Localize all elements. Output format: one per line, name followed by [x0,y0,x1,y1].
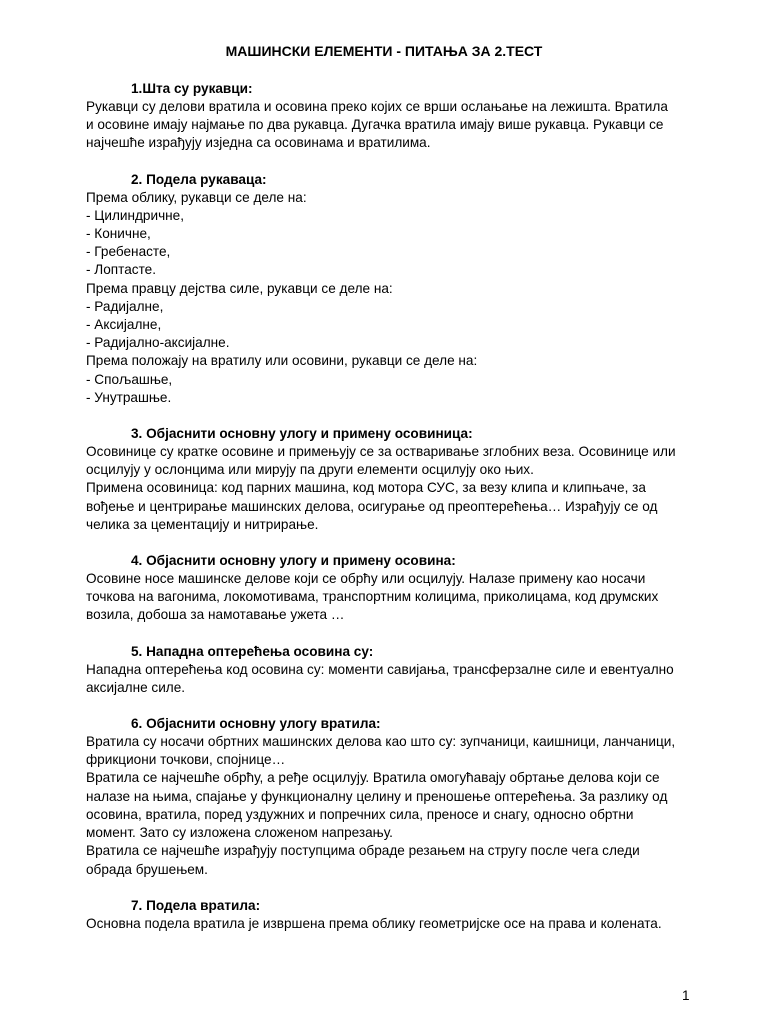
answer-line: обрада брушењем. [86,861,208,877]
answer-line: - Гребенасте, [86,244,171,260]
answer-line: осовина, вратила, поред уздужних и попречних сила, преносе и снагу, односно обртни [86,806,634,822]
answer-line: и осовине имају најмање по два рукавца. Дугачка вратила имају више рукавца. Рукавци се [86,117,664,133]
question-heading: 6. Објаснити основну улогу вратила: [131,716,381,732]
question-section [86,643,706,697]
question-heading: 4. Објаснити основну улогу и примену осовина: [131,553,456,569]
answer-line: фрикциони точкови, спојнице… [86,752,286,768]
answer-line: возила, добоша за намотавање ужета … [86,607,345,623]
question-section [86,552,706,625]
answer-line: - Аксијалне, [86,317,162,333]
answer-line: осцилују у ослонцима или мирују па други елементи осцилују око њих. [86,462,534,478]
answer-line: - Радијално-аксијалне. [86,335,230,351]
answer-line: Према облику, рукавци се деле на: [86,189,307,205]
answer-line: - Радијалне, [86,298,164,314]
question-section [86,425,706,534]
answer-line: - Унутрашње. [86,389,172,405]
answer-line: налазе на њима, спајање у функционалну целину и преношење оптерећења. За разлику од [86,788,668,804]
question-section [86,897,706,933]
answer-line: вођење и центрирање машинских делова, осигурање од преоптерећења… Израђују се од [86,498,658,514]
answer-line: аксијалне силе. [86,679,186,695]
answer-line: Вратила се најчешће израђују поступцима обраде резањем на стругу после чега следи [86,843,640,859]
answer-line: Према положају на вратилу или осовини, рукавци се деле на: [86,353,478,369]
answer-line: момент. Зато су изложена сложеном напрезању. [86,825,393,841]
question-heading: 7. Подела вратила: [131,897,261,913]
answer-line: челика за цементацију и нитрирање. [86,516,319,532]
question-section [86,171,706,407]
page-number: 1 [682,988,690,1003]
answer-line: - Цилиндричне, [86,207,184,223]
answer-line: Нападна оптерећења код осовина су: моменти савијања, трансферзалне силе и евентуално [86,661,674,677]
answer-line: Према правцу дејства силе, рукавци се деле на: [86,280,393,296]
answer-line: Основна подела вратила је извршена према облику геометријске осе на права и колената. [86,915,662,931]
answer-line: Осовинице су кратке осовине и примењују се за остваривање зглобних веза. Осовинице или [86,444,676,460]
answer-line: најчешће израђују изједна са осовинама и вратилима. [86,135,431,151]
answer-line: - Спољашње, [86,371,173,387]
answer-line: Осовине носе машинске делове који се обрћу или осцилују. Налазе примену као носачи [86,571,646,587]
answer-line: Вратила се најчешће обрћу, а ређе осцилују. Вратила омогућавају обртање делова који се [86,770,660,786]
question-section [86,80,706,153]
question-heading: 2. Подела рукаваца: [131,171,267,187]
document-body [86,80,706,951]
question-heading: 1.Шта су рукавци: [131,81,253,96]
document-title: МАШИНСКИ ЕЛЕМЕНТИ - ПИТАЊА ЗА 2.ТЕСТ [225,43,543,59]
question-heading: 3. Објаснити основну улогу и примену осовиница: [131,426,473,442]
answer-line: Рукавци су делови вратила и осовина преко којих се врши ослањање на лежишта. Вратила [86,99,668,114]
answer-line: точкова на вагонима, локомотивама, транспортним колицима, приколицама, код друмских [86,589,659,605]
answer-line: Вратила су носачи обртних машинских делова као што су: зупчаници, каишници, ланчаници, [86,734,676,750]
answer-line: - Коничне, [86,226,151,242]
question-section [86,715,706,879]
answer-line: - Лоптасте. [86,262,156,278]
answer-line: Примена осовиница: код парних машина, код мотора СУС, за везу клипа и клипњаче, за [86,480,646,496]
question-heading: 5. Нападна оптерећења осовина су: [131,643,374,659]
